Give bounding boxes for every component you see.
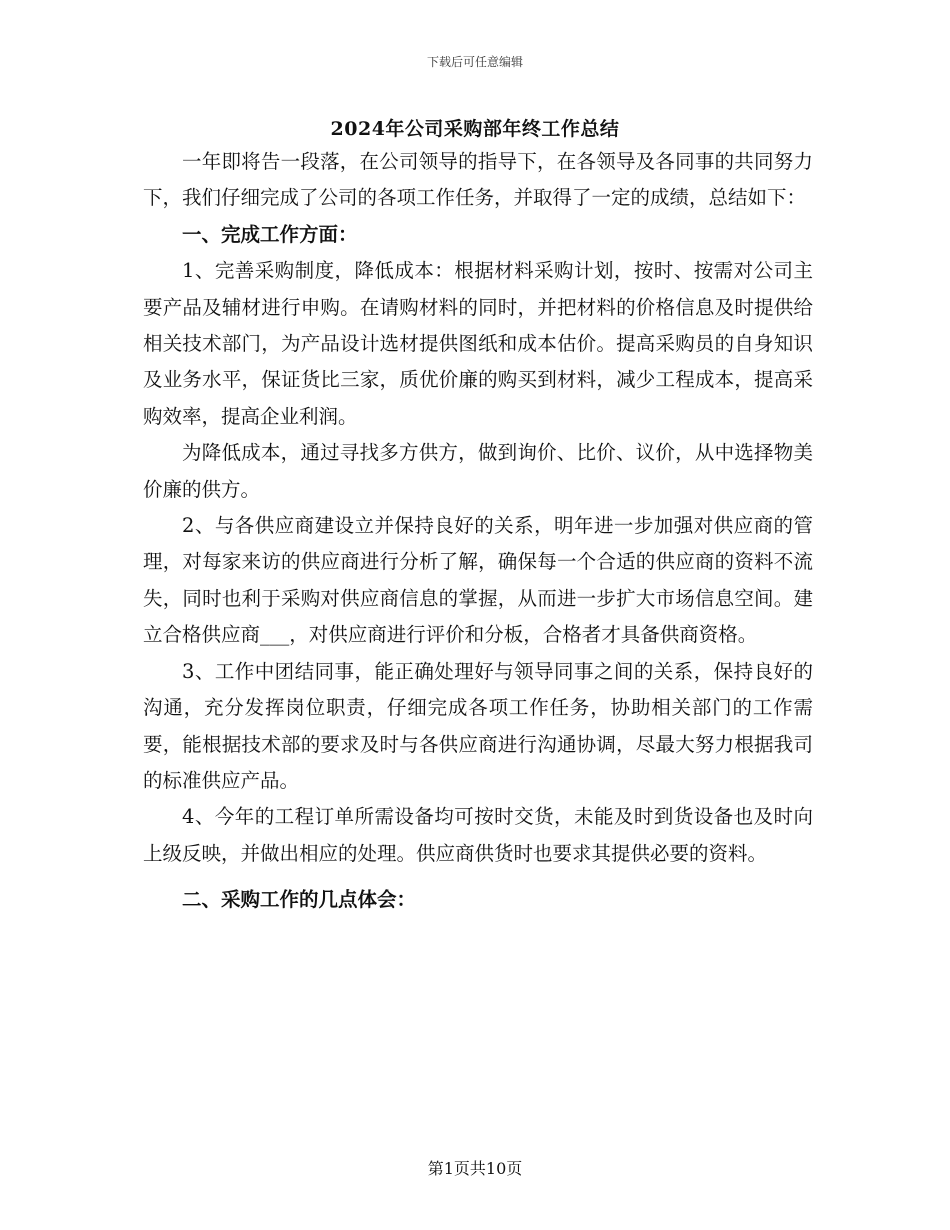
paragraph-item-4: 4、今年的工程订单所需设备均可按时交货，未能及时到货设备也及时向上级反映，并做出相应的处理。供应商供货时也要求其提供必要的资料。 — [143, 805, 813, 865]
header-note: 下载后可任意编辑 — [426, 55, 523, 69]
page-number: 第1页共10页 — [427, 1159, 523, 1178]
section-heading-work-completed: 一、完成工作方面： — [182, 222, 358, 246]
document-body — [143, 144, 813, 919]
section-heading-experience: 二、采购工作的几点体会： — [182, 888, 417, 912]
paragraph-item-2: 2、与各供应商建设立并保持良好的关系，明年进一步加强对供应商的管理，对每家来访的供应商进行分析了解，确保每一个合适的供应商的资料不流失，同时也利于采购对供应商信息的掌握，从而进一步扩大市场信息空间。建立合格供应商___，对供应商进行评价和分板，合格者才具备供商资格。 — [143, 514, 813, 647]
paragraph-item-1: 1、完善采购制度，降低成本：根据材料采购计划，按时、按需对公司主要产品及辅材进行申购。在请购材料的同时，并把材料的价格信息及时提供给相关技术部门，为产品设计选材提供图纸和成本估价。提高采购员的自身知识及业务水平，保证货比三家，质优价廉的购买到材料，减少工程成本，提高采购效率，提高企业利润。 — [143, 259, 813, 428]
paragraph-item-3: 3、工作中团结同事，能正确处理好与领导同事之间的关系，保持良好的沟通，充分发挥岗位职责，仔细完成各项工作任务，协助相关部门的工作需要，能根据技术部的要求及时与各供应商进行沟通协调，尽最大努力根据我司的标准供应产品。 — [143, 659, 813, 792]
intro-paragraph: 一年即将告一段落，在公司领导的指导下，在各领导及各同事的共同努力下，我们仔细完成了公司的各项工作任务，并取得了一定的成绩，总结如下： — [143, 150, 813, 210]
document-title: 2024年公司采购部年终工作总结 — [330, 118, 620, 140]
paragraph-cost-reduction: 为降低成本，通过寻找多方供方，做到询价、比价、议价，从中选择物美价廉的供方。 — [143, 441, 813, 501]
